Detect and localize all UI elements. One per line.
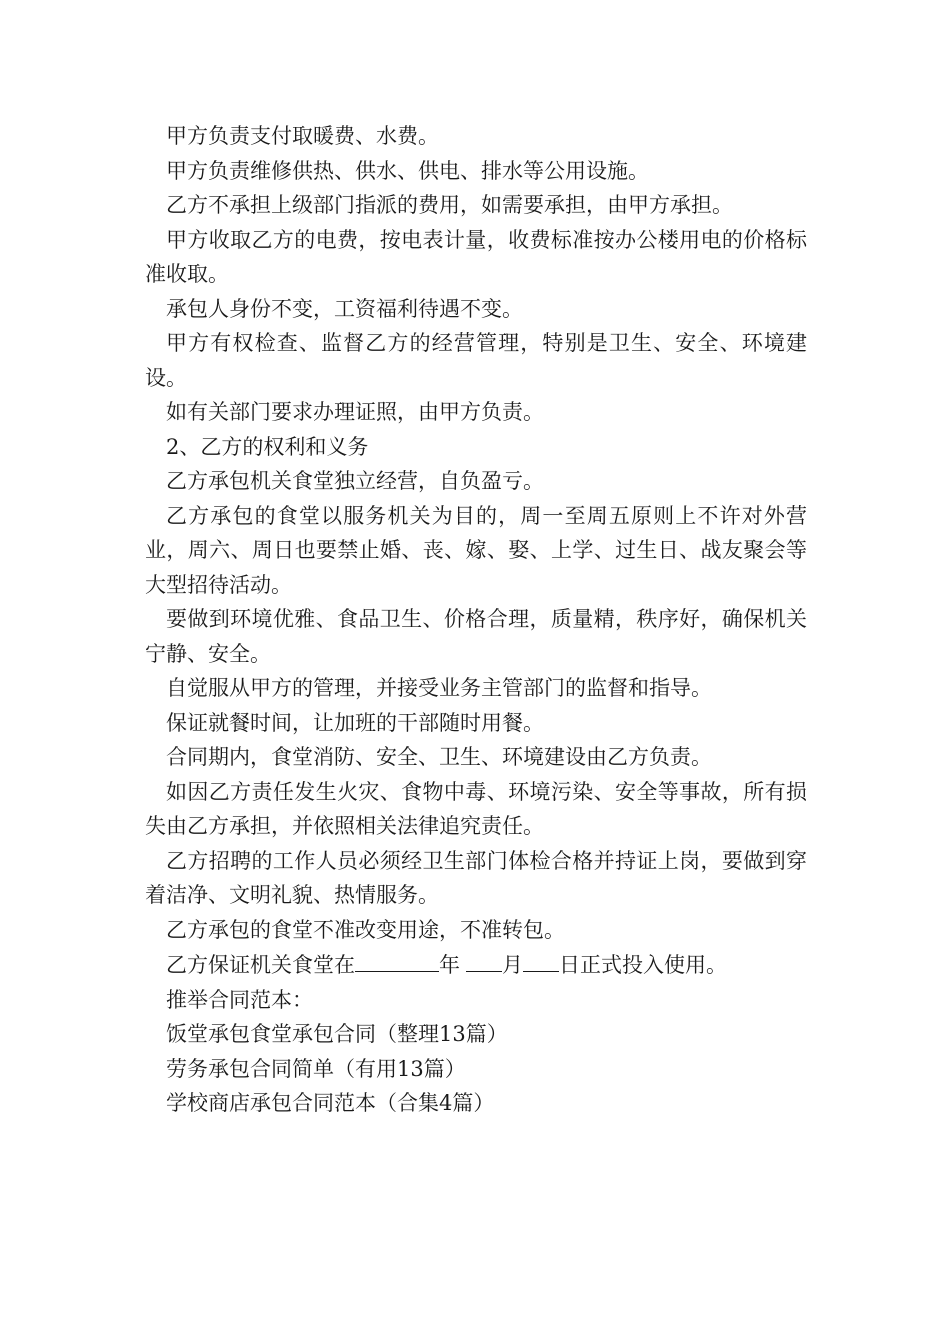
paragraph: 甲方有权检查、监督乙方的经营管理，特别是卫生、安全、环境建设。 xyxy=(145,331,807,390)
month-label: 月 xyxy=(502,953,523,977)
paragraph: 乙方招聘的工作人员必须经卫生部门体检合格并持证上岗，要做到穿着洁净、文明礼貌、热情服务。 xyxy=(145,848,807,907)
paragraph: 承包人身份不变，工资福利待遇不变。 xyxy=(166,296,523,321)
paragraph: 甲方负责支付取暖费、水费。 xyxy=(166,124,439,148)
day-blank xyxy=(523,947,559,972)
paragraph: 甲方负责维修供热、供水、供电、排水等公用设施。 xyxy=(166,158,649,183)
paragraph: 自觉服从甲方的管理，并接受业务主管部门的监督和指导。 xyxy=(166,676,712,700)
paragraph: 乙方承包的食堂不准改变用途，不准转包。 xyxy=(166,917,565,942)
paragraph: 如有关部门要求办理证照，由甲方负责。 xyxy=(166,400,544,424)
year-blank xyxy=(355,947,439,972)
date-line-suffix: 日正式投入使用。 xyxy=(559,953,727,977)
paragraph: 合同期内，食堂消防、安全、卫生、环境建设由乙方负责。 xyxy=(166,745,712,769)
document-body xyxy=(145,119,807,1121)
recommended-link[interactable]: 学校商店承包合同范本（合集4篇） xyxy=(166,1091,495,1115)
paragraph: 乙方承包的食堂以服务机关为目的，周一至周五原则上不许对外营业，周六、周日也要禁止婚、丧、嫁、娶、上学、过生日、战友聚会等大型招待活动。 xyxy=(145,503,807,597)
date-line xyxy=(145,947,807,983)
section-heading: 2、乙方的权利和义务 xyxy=(166,434,369,459)
recommended-link[interactable]: 饭堂承包食堂承包合同（整理13篇） xyxy=(166,1022,508,1046)
paragraph: 如因乙方责任发生火灾、食物中毒、环境污染、安全等事故，所有损失由乙方承担，并依照相关法律追究责任。 xyxy=(145,779,807,838)
paragraph: 甲方收取乙方的电费，按电表计量，收费标准按办公楼用电的价格标准收取。 xyxy=(145,227,807,286)
paragraph: 乙方承包机关食堂独立经营，自负盈亏。 xyxy=(166,469,544,493)
date-line-prefix: 乙方保证机关食堂在 xyxy=(166,953,355,977)
year-label: 年 xyxy=(439,953,460,977)
recommend-heading: 推举合同范本： xyxy=(166,987,313,1012)
paragraph: 乙方不承担上级部门指派的费用，如需要承担，由甲方承担。 xyxy=(166,193,733,217)
paragraph: 保证就餐时间，让加班的干部随时用餐。 xyxy=(166,710,544,735)
month-blank xyxy=(466,947,502,972)
paragraph: 要做到环境优雅、食品卫生、价格合理，质量精，秩序好，确保机关宁静、安全。 xyxy=(145,607,807,666)
recommended-link[interactable]: 劳务承包合同简单（有用13篇） xyxy=(166,1056,466,1081)
